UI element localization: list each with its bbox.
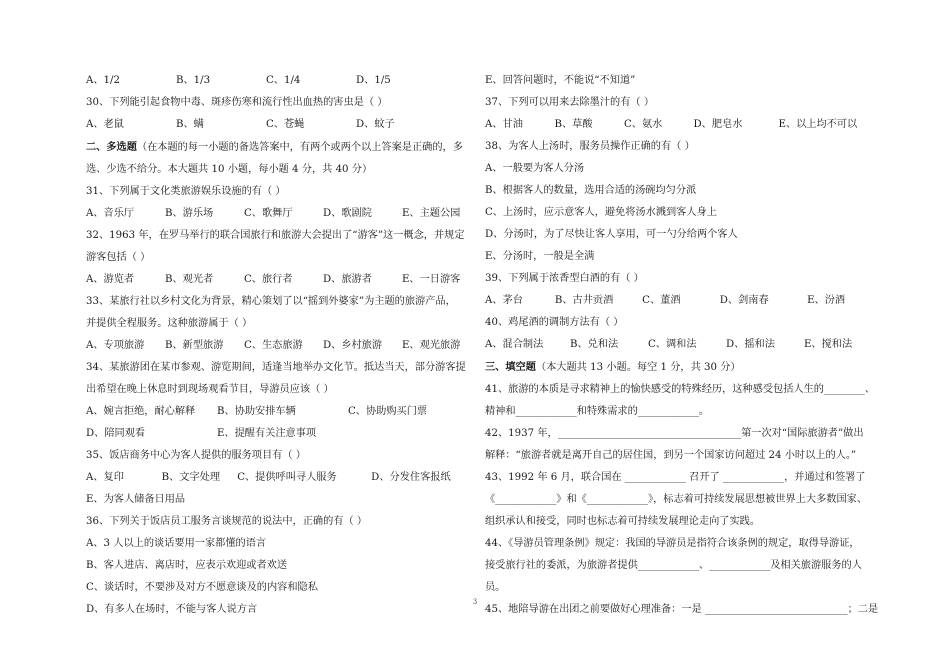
answer-option: D、歌剧院 bbox=[323, 208, 372, 219]
page-number: 3 bbox=[472, 598, 478, 606]
answer-option: B、草酸 bbox=[554, 119, 593, 130]
text-line bbox=[485, 467, 875, 489]
answer-option: A、1/2 bbox=[86, 75, 120, 86]
answer-option: A、甘油 bbox=[485, 119, 523, 130]
answer-option: B、新型旅游 bbox=[165, 340, 224, 351]
line-text: D、有多人在场时，不能与客人说方言 bbox=[86, 604, 258, 615]
section-heading: 三、填空题 bbox=[485, 361, 536, 373]
answer-option: A、复印 bbox=[86, 472, 124, 483]
answer-option: B、兑和法 bbox=[570, 339, 619, 350]
line-text: 35、饭店商务中心为客人提供的服务项目有（ ） bbox=[86, 450, 306, 461]
text-line bbox=[485, 70, 875, 92]
answer-option: B、古井贡酒 bbox=[554, 295, 614, 306]
answer-option: C、协助购买门票 bbox=[348, 406, 428, 417]
line-text: E、为客人储备日用品 bbox=[86, 494, 186, 505]
answer-option: C、歌舞厅 bbox=[244, 208, 293, 219]
text-line bbox=[86, 159, 486, 181]
text-line bbox=[86, 357, 486, 379]
text-line bbox=[86, 247, 486, 269]
text-line bbox=[485, 401, 875, 423]
text-line bbox=[485, 202, 875, 224]
answer-options-row bbox=[485, 290, 875, 312]
line-text: 32、1963 年，在罗马举行的联合国旅行和旅游大会提出了“游客”这一概念，并规定 bbox=[86, 230, 465, 241]
line-text: 接受旅行社的委派，为旅游者提供____________、____________及相关旅游服务的人 bbox=[485, 560, 862, 571]
answer-option: C、旅行者 bbox=[244, 274, 293, 285]
answer-option: D、分发住客报纸 bbox=[371, 472, 451, 483]
line-text: 31、下列属于文化类旅游娱乐设施的有（ ） bbox=[86, 186, 286, 197]
text-line bbox=[485, 577, 875, 599]
line-text: （在本题的每一小题的备选答案中，有两个或两个以上答案是正确的，多 bbox=[136, 142, 463, 153]
text-line bbox=[86, 555, 486, 577]
line-text: 精神和____________和特殊需求的____________。 bbox=[485, 406, 710, 417]
answer-option: C、提供呼叫寻人服务 bbox=[237, 472, 337, 483]
answer-option: D、摇和法 bbox=[726, 339, 775, 350]
answer-option: B、协助安排车辆 bbox=[217, 406, 296, 417]
section-heading: 二、多选题 bbox=[86, 141, 137, 153]
line-text: 并提供全程服务。这种旅游属于（ ） bbox=[86, 318, 253, 329]
line-text: 38、为客人上汤时，服务员操作正确的有（ ） bbox=[485, 141, 695, 152]
section-heading-line bbox=[485, 356, 875, 379]
text-line bbox=[86, 533, 486, 555]
answer-option: B、游乐场 bbox=[165, 208, 214, 219]
line-text: 组织承认和接受，同时也标志着可持续发展理论走向了实践。 bbox=[485, 516, 761, 527]
text-line bbox=[86, 577, 486, 599]
answer-option: D、剑南春 bbox=[719, 295, 769, 306]
text-line bbox=[485, 379, 875, 401]
text-line bbox=[86, 379, 486, 401]
answer-option: A、专项旅游 bbox=[86, 340, 145, 351]
answer-option: C、1/4 bbox=[266, 75, 301, 86]
line-text: 44、《导游员管理条例》规定：我国的导游员是指符合该条例的规定，取得导游证， bbox=[485, 538, 860, 549]
answer-option: A、混合制法 bbox=[485, 339, 544, 350]
answer-option: C、调和法 bbox=[648, 339, 697, 350]
answer-option: E、提醒有关注意事项 bbox=[217, 428, 317, 439]
answer-option: D、肥皂水 bbox=[693, 119, 743, 130]
answer-option: C、董酒 bbox=[642, 295, 681, 306]
text-line bbox=[86, 291, 486, 313]
answer-option: C、氨水 bbox=[624, 119, 663, 130]
line-text: 37、下列可以用来去除墨汁的有（ ） bbox=[485, 97, 655, 108]
line-text: 出希望在晚上休息时到现场观看节目，导游员应该（ ） bbox=[86, 384, 334, 395]
line-text: E、分汤时，一般是全满 bbox=[485, 251, 595, 262]
text-line bbox=[485, 511, 875, 533]
answer-option: E、汾酒 bbox=[807, 295, 846, 306]
text-line bbox=[86, 313, 486, 335]
answer-option: D、陪同观看 bbox=[86, 428, 146, 439]
section-heading-line bbox=[86, 136, 486, 159]
answer-option: E、主题公园 bbox=[402, 208, 461, 219]
line-text: 40、鸡尾酒的调制方法有（ ） bbox=[485, 317, 624, 328]
text-line bbox=[86, 489, 486, 511]
line-text: E、回答问题时，不能说“不知道” bbox=[485, 75, 636, 86]
line-text: 游客包括（ ） bbox=[86, 252, 151, 263]
answer-options-row bbox=[86, 114, 486, 136]
answer-options-row bbox=[86, 467, 486, 489]
answer-option: D、旅游者 bbox=[323, 274, 372, 285]
line-text: 39、下列属于浓香型白酒的有（ ） bbox=[485, 273, 644, 284]
text-line bbox=[485, 312, 875, 334]
text-line bbox=[485, 423, 875, 445]
text-line bbox=[86, 92, 486, 114]
line-text: 33、某旅行社以乡村文化为背景，精心策划了以“摇到外婆家”为主题的旅游产品， bbox=[86, 296, 456, 307]
answer-option: A、音乐厅 bbox=[86, 208, 135, 219]
line-text: B、根据客人的数量，选用合适的汤碗均匀分派 bbox=[485, 185, 697, 196]
text-line bbox=[86, 511, 486, 533]
answer-option: E、以上均不可以 bbox=[778, 119, 858, 130]
answer-option: E、观光旅游 bbox=[402, 340, 461, 351]
line-text: 42、1937 年，____________________________________第一次对“国际旅游者”做出 bbox=[485, 428, 864, 439]
answer-option: C、生态旅游 bbox=[244, 340, 303, 351]
answer-option: E、一日游客 bbox=[402, 274, 461, 285]
right-column bbox=[485, 70, 879, 621]
line-text: 36、下列关于饭店员工服务言谈规范的说法中，正确的有（ ） bbox=[86, 516, 368, 527]
answer-options-row bbox=[485, 334, 875, 356]
answer-option: B、螨 bbox=[176, 119, 204, 130]
line-text: C、上汤时，应示意客人，避免将汤水溅到客人身上 bbox=[485, 207, 717, 218]
answer-option: B、文字处理 bbox=[161, 472, 221, 483]
answer-option: A、老鼠 bbox=[86, 119, 124, 130]
line-text: 解释：“旅游者就是离开自己的居住国，到另一个国家访问超过 24 小时以上的人。” bbox=[485, 450, 857, 461]
answer-option: D、1/5 bbox=[356, 75, 391, 86]
text-line bbox=[485, 445, 875, 467]
text-line bbox=[485, 136, 875, 158]
answer-option: A、婉言拒绝，耐心解释 bbox=[86, 406, 196, 417]
answer-options-row bbox=[86, 70, 486, 92]
text-line bbox=[485, 533, 875, 555]
line-text: A、一般要为客人分汤 bbox=[485, 163, 585, 174]
text-line bbox=[485, 489, 875, 511]
text-line bbox=[86, 181, 486, 203]
answer-options-row bbox=[86, 203, 486, 225]
line-text: 41、旅游的本质是寻求精神上的愉快感受的特殊经历，这种感受包括人生的________、 bbox=[485, 384, 875, 395]
answer-options-row bbox=[485, 114, 875, 136]
text-line bbox=[86, 225, 486, 247]
line-text: A、3 人以上的谈话要用一家都懂的语言 bbox=[86, 538, 267, 549]
answer-option: B、观光者 bbox=[165, 274, 214, 285]
line-text: B、客人进店、离店时，应表示欢迎或者欢送 bbox=[86, 560, 288, 571]
text-line bbox=[485, 224, 875, 246]
answer-options-row bbox=[86, 401, 486, 423]
line-text: 43、1992 年 6 月，联合国在 ____________ 召开了 ____________，并通过和签署了 bbox=[485, 472, 866, 483]
text-line bbox=[485, 268, 875, 290]
answer-option: A、游览者 bbox=[86, 274, 135, 285]
line-text: （本大题共 13 小题。每空 1 分，共 30 分） bbox=[535, 362, 741, 373]
answer-option: D、蚊子 bbox=[356, 119, 395, 130]
text-line bbox=[485, 92, 875, 114]
text-line bbox=[485, 158, 875, 180]
answer-option: C、苍蝇 bbox=[266, 119, 305, 130]
line-text: 30、下列能引起食物中毒、斑疹伤寒和流行性出血热的害虫是（ ） bbox=[86, 97, 388, 108]
text-line bbox=[485, 180, 875, 202]
line-text: 员。 bbox=[485, 582, 506, 593]
text-line bbox=[86, 445, 486, 467]
text-line bbox=[485, 555, 875, 577]
answer-options-row bbox=[86, 335, 486, 357]
answer-option: B、1/3 bbox=[176, 75, 211, 86]
answer-option: D、乡村旅游 bbox=[323, 340, 383, 351]
answer-option: A、茅台 bbox=[485, 295, 523, 306]
line-text: 《____________》和《____________》，标志着可持续发展思想被世界上大多数国家、 bbox=[485, 494, 868, 505]
line-text: 34、某旅游团在某市参观、游览期间，适逢当地举办文化节。抵达当天，部分游客提 bbox=[86, 362, 466, 373]
answer-option: E、搅和法 bbox=[804, 339, 853, 350]
answer-options-row bbox=[86, 269, 486, 291]
line-text: 选、少选不给分。本大题共 10 小题，每小题 4 分，共 40 分） bbox=[86, 164, 373, 175]
line-text: D、分汤时，为了尽快让客人享用，可一勺分给两个客人 bbox=[485, 229, 738, 240]
line-text: C、谈话时，不要涉及对方不愿意谈及的内容和隐私 bbox=[86, 582, 318, 593]
answer-options-row bbox=[86, 423, 486, 445]
text-line bbox=[485, 246, 875, 268]
line-text: 45、地陪导游在出团之前要做好心理准备：一是 ____________________________；二是 bbox=[485, 604, 879, 615]
left-column bbox=[86, 70, 486, 621]
